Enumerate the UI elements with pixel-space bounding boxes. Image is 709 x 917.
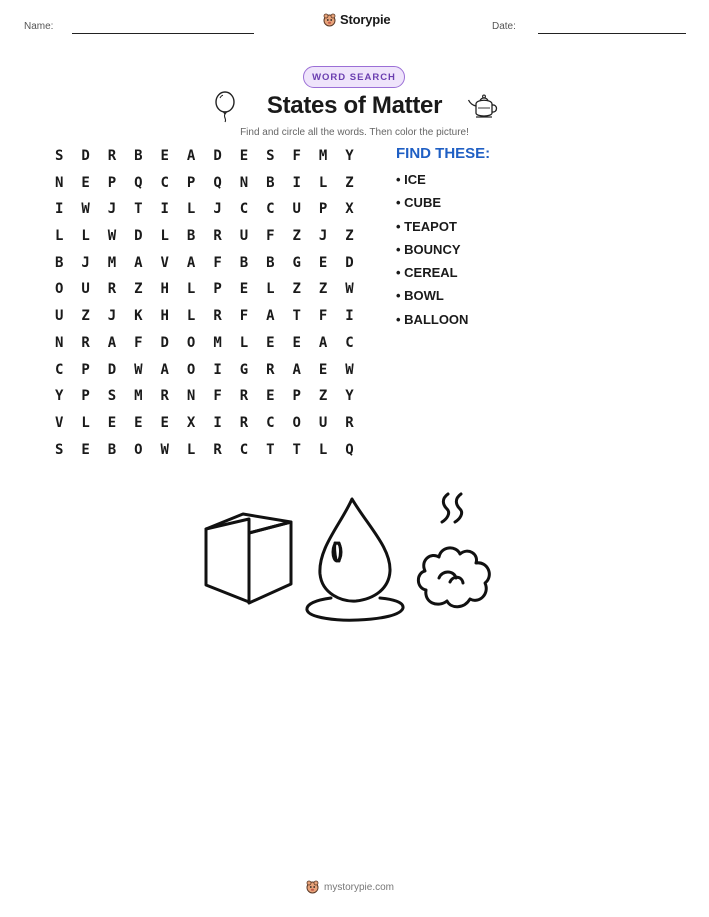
grid-letter[interactable]: G bbox=[292, 254, 301, 271]
grid-letter[interactable]: D bbox=[160, 334, 169, 351]
grid-letter[interactable]: U bbox=[318, 414, 328, 431]
grid-letter[interactable]: E bbox=[292, 334, 301, 351]
grid-letter[interactable]: O bbox=[54, 281, 64, 298]
grid-letter[interactable]: T bbox=[292, 441, 301, 458]
grid-letter[interactable]: M bbox=[213, 334, 222, 351]
letter-grid bbox=[46, 146, 363, 466]
grid-letter[interactable]: E bbox=[160, 414, 169, 431]
grid-letter[interactable]: N bbox=[54, 334, 64, 351]
grid-letter[interactable]: I bbox=[345, 308, 354, 325]
grid-letter[interactable]: P bbox=[107, 174, 117, 191]
brand-name: Storypie bbox=[340, 12, 391, 27]
grid-letter[interactable]: U bbox=[81, 281, 90, 298]
word-search-badge: WORD SEARCH bbox=[303, 66, 405, 88]
grid-letter[interactable]: R bbox=[345, 414, 354, 431]
grid-letter[interactable]: R bbox=[266, 361, 275, 378]
grid-letter[interactable]: Z bbox=[292, 228, 301, 245]
grid-letter[interactable]: J bbox=[81, 254, 90, 271]
grid-letter[interactable]: F bbox=[213, 388, 222, 405]
grid-letter[interactable]: X bbox=[186, 414, 196, 431]
grid-letter[interactable]: R bbox=[239, 414, 249, 431]
grid-letter[interactable]: G bbox=[239, 361, 249, 378]
grid-letter[interactable]: N bbox=[239, 174, 249, 191]
grid-letter[interactable]: C bbox=[266, 414, 275, 431]
date-label: Date: bbox=[492, 21, 516, 32]
grid-row bbox=[46, 333, 363, 360]
grid-letter[interactable]: E bbox=[318, 361, 328, 378]
grid-letter[interactable]: L bbox=[318, 441, 328, 458]
grid-letter[interactable]: D bbox=[345, 254, 354, 271]
grid-letter[interactable]: A bbox=[134, 254, 143, 271]
grid-letter[interactable]: P bbox=[292, 388, 301, 405]
grid-letter[interactable]: E bbox=[81, 174, 90, 191]
grid-row bbox=[46, 386, 363, 413]
grid-letter[interactable]: F bbox=[213, 254, 222, 271]
grid-letter[interactable]: U bbox=[239, 228, 249, 245]
brand-logo bbox=[323, 12, 390, 27]
grid-letter[interactable]: W bbox=[134, 361, 143, 378]
grid-letter[interactable]: Y bbox=[54, 388, 64, 405]
grid-letter[interactable]: P bbox=[81, 388, 90, 405]
grid-row bbox=[46, 173, 363, 200]
ice-cube-icon bbox=[206, 514, 291, 603]
word-list-item: • BOUNCY bbox=[396, 241, 461, 257]
grid-letter[interactable]: E bbox=[266, 334, 275, 351]
grid-letter[interactable]: F bbox=[239, 308, 249, 325]
name-label: Name: bbox=[24, 21, 54, 32]
grid-letter[interactable]: I bbox=[213, 361, 222, 378]
grid-letter[interactable]: S bbox=[107, 388, 117, 405]
grid-letter[interactable]: E bbox=[134, 414, 143, 431]
grid-letter[interactable]: C bbox=[239, 201, 249, 218]
grid-letter[interactable]: P bbox=[81, 361, 90, 378]
teapot-icon bbox=[467, 93, 501, 121]
grid-letter[interactable]: Z bbox=[318, 388, 328, 405]
grid-letter[interactable]: C bbox=[266, 201, 275, 218]
grid-letter[interactable]: E bbox=[318, 254, 328, 271]
grid-letter[interactable]: Z bbox=[345, 228, 354, 245]
grid-row bbox=[46, 360, 363, 387]
storypie-logo-icon bbox=[306, 880, 319, 894]
grid-letter[interactable]: Q bbox=[134, 174, 143, 191]
grid-row bbox=[46, 253, 363, 280]
grid-letter[interactable]: R bbox=[160, 388, 169, 405]
grid-letter[interactable]: N bbox=[54, 174, 64, 191]
grid-letter[interactable]: B bbox=[239, 254, 249, 271]
grid-letter[interactable]: Z bbox=[292, 281, 301, 298]
grid-letter[interactable]: Q bbox=[345, 441, 354, 458]
word-list-item: • CUBE bbox=[396, 195, 441, 211]
title-row bbox=[0, 88, 709, 128]
grid-letter[interactable]: W bbox=[160, 441, 169, 458]
grid-row bbox=[46, 279, 363, 306]
grid-letter[interactable]: P bbox=[213, 281, 222, 298]
grid-row bbox=[46, 146, 363, 173]
grid-letter[interactable]: D bbox=[107, 361, 117, 378]
grid-letter[interactable]: W bbox=[81, 201, 90, 218]
grid-letter[interactable]: R bbox=[81, 334, 90, 351]
grid-letter[interactable]: D bbox=[81, 148, 90, 164]
grid-letter[interactable]: O bbox=[186, 334, 196, 351]
grid-letter[interactable]: F bbox=[318, 308, 328, 325]
grid-letter[interactable]: L bbox=[186, 201, 196, 218]
grid-letter[interactable]: L bbox=[54, 228, 64, 245]
grid-letter[interactable]: M bbox=[318, 148, 328, 164]
grid-letter[interactable]: C bbox=[239, 441, 249, 458]
grid-letter[interactable]: R bbox=[107, 148, 117, 164]
grid-letter[interactable]: B bbox=[107, 441, 117, 458]
grid-letter[interactable]: A bbox=[186, 254, 196, 271]
footer-url[interactable]: mystorypie.com bbox=[324, 881, 395, 893]
grid-letter[interactable]: R bbox=[213, 308, 222, 325]
grid-letter[interactable]: N bbox=[186, 388, 196, 405]
grid-letter[interactable]: H bbox=[160, 308, 169, 325]
grid-letter[interactable]: J bbox=[318, 228, 328, 245]
grid-letter[interactable]: V bbox=[54, 414, 64, 431]
word-list-item: • ICE bbox=[396, 172, 426, 187]
footer bbox=[306, 880, 394, 894]
date-field[interactable] bbox=[538, 33, 686, 34]
grid-letter[interactable]: L bbox=[186, 281, 196, 298]
grid-row bbox=[46, 306, 363, 333]
grid-letter[interactable]: Z bbox=[345, 174, 354, 191]
word-list-item: • CEREAL bbox=[396, 265, 458, 281]
grid-letter[interactable]: L bbox=[160, 228, 169, 245]
grid-letter[interactable]: L bbox=[81, 228, 90, 245]
grid-letter[interactable]: L bbox=[186, 441, 196, 458]
grid-letter[interactable]: L bbox=[81, 414, 90, 431]
grid-letter[interactable]: E bbox=[107, 414, 117, 431]
grid-letter[interactable]: R bbox=[107, 281, 117, 298]
grid-letter[interactable]: V bbox=[160, 254, 169, 271]
grid-letter[interactable]: O bbox=[134, 441, 143, 458]
grid-letter[interactable]: F bbox=[266, 228, 275, 245]
grid-letter[interactable]: B bbox=[266, 254, 275, 271]
grid-letter[interactable]: O bbox=[186, 361, 196, 378]
grid-letter[interactable]: E bbox=[239, 281, 249, 298]
grid-letter[interactable]: A bbox=[107, 334, 117, 351]
grid-letter[interactable]: I bbox=[213, 414, 222, 431]
grid-letter[interactable]: L bbox=[266, 281, 275, 298]
grid-letter[interactable]: A bbox=[186, 148, 196, 164]
grid-letter[interactable]: A bbox=[266, 308, 275, 325]
grid-row bbox=[46, 199, 363, 226]
grid-letter[interactable]: B bbox=[186, 228, 196, 245]
water-drop-icon bbox=[307, 499, 403, 620]
grid-letter[interactable]: J bbox=[213, 201, 222, 218]
grid-letter[interactable]: F bbox=[134, 334, 143, 351]
grid-letter[interactable]: S bbox=[54, 148, 64, 164]
grid-letter[interactable]: E bbox=[81, 441, 90, 458]
grid-letter[interactable]: T bbox=[134, 201, 143, 218]
grid-letter[interactable]: Y bbox=[345, 388, 354, 405]
grid-letter[interactable]: L bbox=[318, 174, 328, 191]
illustration bbox=[198, 488, 508, 633]
instructions: Find and circle all the words. Then color the picture! bbox=[240, 127, 469, 138]
grid-letter[interactable]: C bbox=[160, 174, 169, 191]
grid-letter[interactable]: H bbox=[160, 281, 169, 298]
grid-letter[interactable]: T bbox=[266, 441, 275, 458]
grid-letter[interactable]: F bbox=[292, 148, 301, 164]
name-field[interactable] bbox=[72, 33, 254, 34]
grid-row bbox=[46, 440, 363, 467]
grid-letter[interactable]: W bbox=[345, 281, 354, 298]
grid-letter[interactable]: M bbox=[134, 388, 143, 405]
grid-letter[interactable]: W bbox=[107, 228, 117, 245]
grid-letter[interactable]: S bbox=[266, 148, 275, 164]
grid-letter[interactable]: T bbox=[292, 308, 301, 325]
grid-letter[interactable]: A bbox=[318, 334, 328, 351]
grid-letter[interactable]: Y bbox=[345, 148, 354, 164]
word-list-item: • BOWL bbox=[396, 288, 444, 304]
storypie-logo-icon bbox=[323, 13, 336, 27]
grid-letter[interactable]: J bbox=[107, 201, 117, 218]
grid-letter[interactable]: I bbox=[54, 201, 64, 218]
grid-letter[interactable]: S bbox=[54, 441, 64, 458]
grid-letter[interactable]: E bbox=[160, 148, 169, 164]
find-these-heading: FIND THESE: bbox=[396, 145, 491, 162]
grid-letter[interactable]: A bbox=[160, 361, 169, 378]
grid-letter[interactable]: D bbox=[213, 148, 222, 164]
grid-letter[interactable]: U bbox=[292, 201, 301, 218]
grid-letter[interactable]: O bbox=[292, 414, 301, 431]
grid-letter[interactable]: E bbox=[239, 148, 249, 164]
grid-letter[interactable]: U bbox=[54, 308, 64, 325]
word-list bbox=[396, 170, 468, 333]
grid-letter[interactable]: C bbox=[345, 334, 354, 351]
grid-letter[interactable]: Z bbox=[81, 308, 90, 325]
grid-letter[interactable]: L bbox=[239, 334, 249, 351]
grid-letter[interactable]: X bbox=[345, 201, 354, 218]
grid-letter[interactable]: Q bbox=[213, 174, 222, 191]
grid-letter[interactable]: R bbox=[213, 441, 222, 458]
grid-letter[interactable]: Z bbox=[134, 281, 143, 298]
grid-letter[interactable]: R bbox=[213, 228, 222, 245]
grid-letter[interactable]: A bbox=[292, 361, 301, 378]
grid-letter[interactable]: J bbox=[107, 308, 117, 325]
word-list-item: • TEAPOT bbox=[396, 218, 457, 234]
grid-letter[interactable]: P bbox=[318, 201, 328, 218]
grid-letter[interactable]: B bbox=[266, 174, 275, 191]
grid-letter[interactable]: B bbox=[134, 148, 143, 164]
grid-letter[interactable]: Z bbox=[318, 281, 328, 298]
grid-letter[interactable]: M bbox=[107, 254, 117, 271]
steam-cloud-icon bbox=[418, 494, 489, 607]
grid-letter[interactable]: I bbox=[160, 201, 169, 218]
grid-row bbox=[46, 413, 363, 440]
grid-letter[interactable]: C bbox=[54, 361, 64, 378]
grid-letter[interactable]: E bbox=[266, 388, 275, 405]
word-list-item: • BALLOON bbox=[396, 311, 469, 327]
grid-letter[interactable]: D bbox=[134, 228, 143, 245]
grid-letter[interactable]: R bbox=[239, 388, 249, 405]
grid-letter[interactable]: W bbox=[345, 361, 354, 378]
page-title: States of Matter bbox=[266, 92, 443, 119]
grid-letter[interactable]: P bbox=[186, 174, 196, 191]
grid-letter[interactable]: I bbox=[292, 174, 301, 191]
grid-letter[interactable]: L bbox=[186, 308, 196, 325]
grid-letter[interactable]: B bbox=[54, 254, 64, 271]
grid-row bbox=[46, 226, 363, 253]
grid-letter[interactable]: K bbox=[134, 308, 143, 325]
